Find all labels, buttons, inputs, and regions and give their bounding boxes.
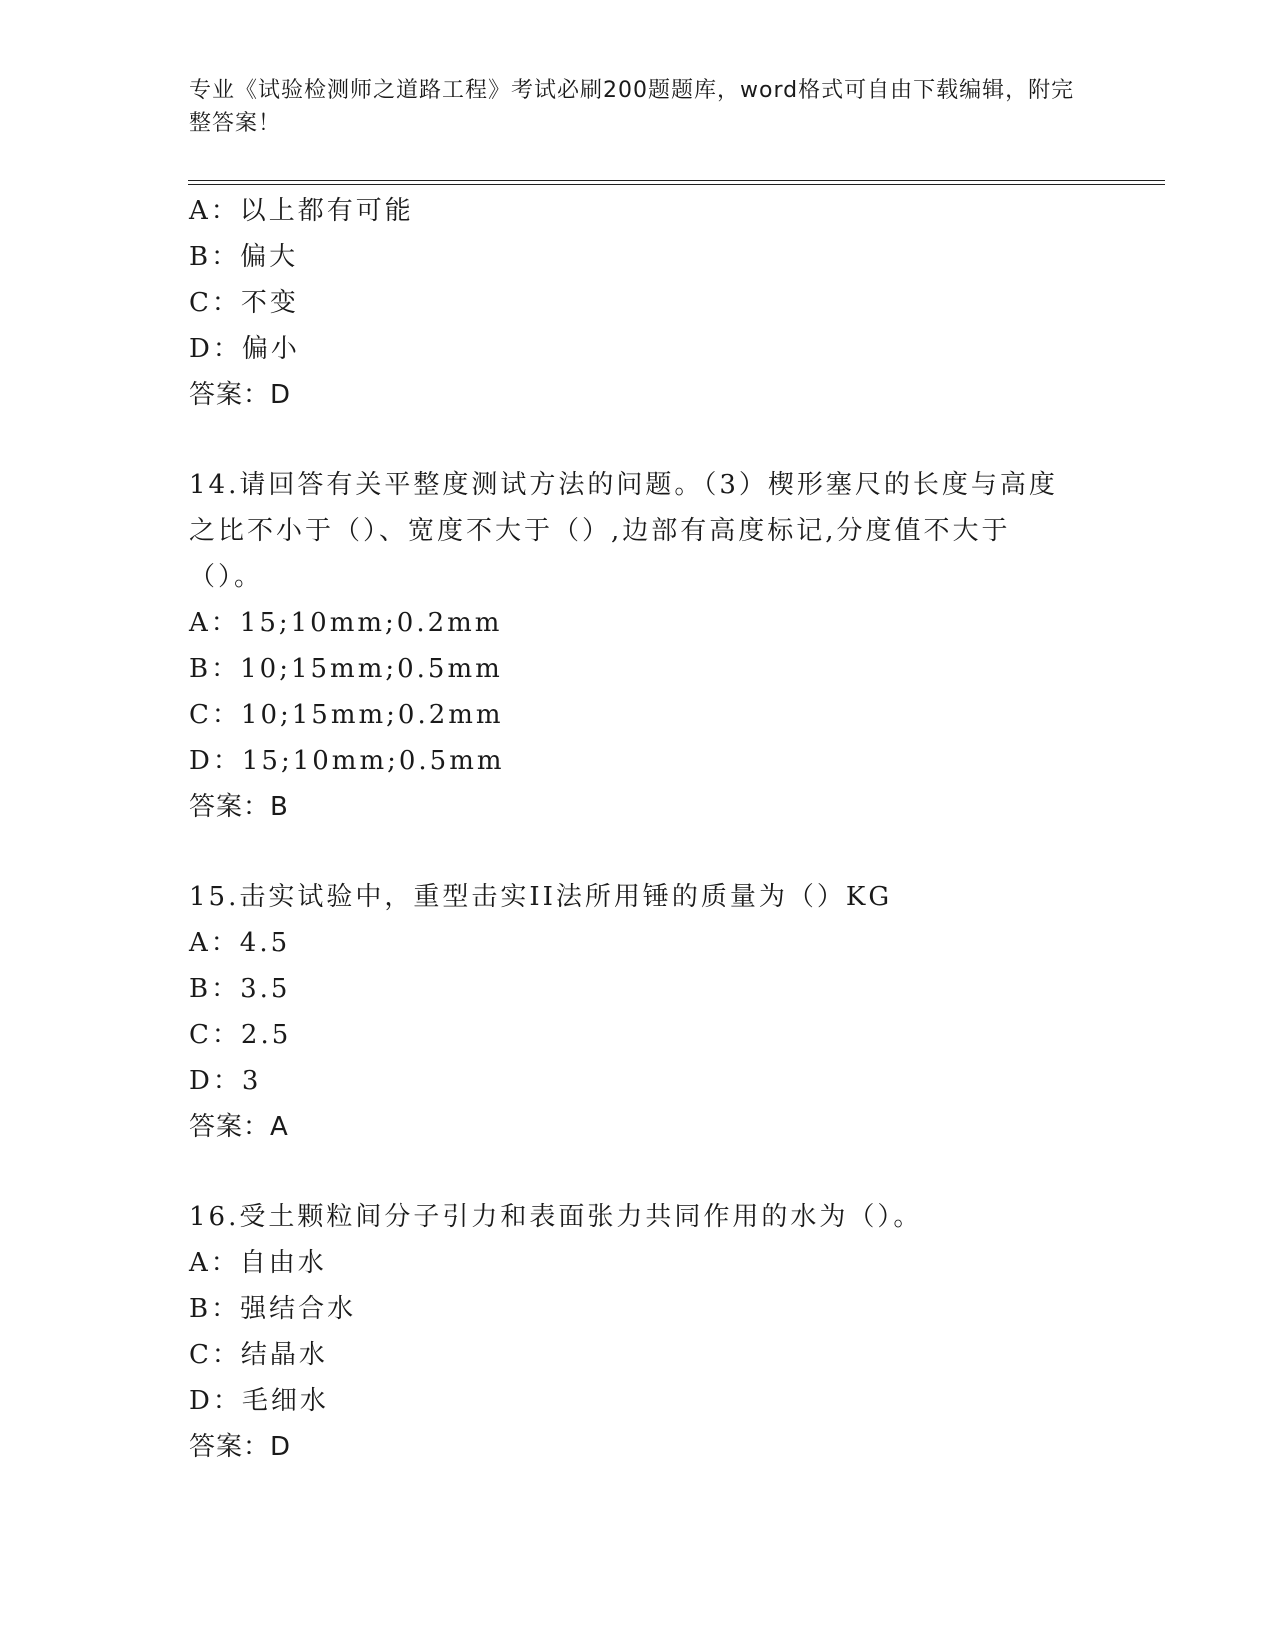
option-c: C：结晶水 bbox=[189, 1340, 328, 1370]
option-b: B：强结合水 bbox=[189, 1294, 357, 1324]
question-stem: 15.击实试验中，重型击实II法所用锤的质量为（）KG bbox=[189, 882, 893, 912]
answer: 答案：D bbox=[189, 380, 292, 410]
option-b: B：偏大 bbox=[189, 242, 299, 272]
option-c: C：10;15mm;0.2mm bbox=[189, 700, 504, 730]
question-15 bbox=[189, 874, 1089, 1150]
option-d: D：15;10mm;0.5mm bbox=[189, 746, 505, 776]
document-header: 专业《试验检测师之道路工程》考试必刷200题题库，word格式可自由下载编辑，附完整答案！ bbox=[189, 78, 1075, 136]
answer: 答案：A bbox=[189, 1112, 289, 1142]
question-13-partial bbox=[189, 188, 1089, 418]
question-stem: 16.受土颗粒间分子引力和表面张力共同作用的水为（）。 bbox=[189, 1202, 923, 1232]
answer: 答案：D bbox=[189, 1432, 292, 1462]
option-a: A：15;10mm;0.2mm bbox=[189, 608, 503, 638]
option-c: C：不变 bbox=[189, 288, 299, 318]
question-content bbox=[189, 188, 1089, 1470]
option-a: A：以上都有可能 bbox=[189, 196, 414, 226]
option-a: A：自由水 bbox=[189, 1248, 327, 1278]
option-d: D：3 bbox=[189, 1066, 262, 1096]
answer: 答案：B bbox=[189, 792, 289, 822]
option-d: D：毛细水 bbox=[189, 1386, 329, 1416]
option-c: C：2.5 bbox=[189, 1020, 292, 1050]
header-rule-top bbox=[188, 180, 1165, 181]
option-b: B：10;15mm;0.5mm bbox=[189, 654, 503, 684]
option-a: A：4.5 bbox=[189, 928, 291, 958]
header-rule-bottom bbox=[188, 184, 1165, 185]
question-14 bbox=[189, 462, 1089, 830]
question-stem: 14.请回答有关平整度测试方法的问题。（3）楔形塞尺的长度与高度之比不小于（）、宽度不大于（）,边部有高度标记,分度值不大于（）。 bbox=[189, 470, 1058, 592]
option-d: D：偏小 bbox=[189, 334, 300, 364]
question-16 bbox=[189, 1194, 1089, 1470]
option-b: B：3.5 bbox=[189, 974, 291, 1004]
